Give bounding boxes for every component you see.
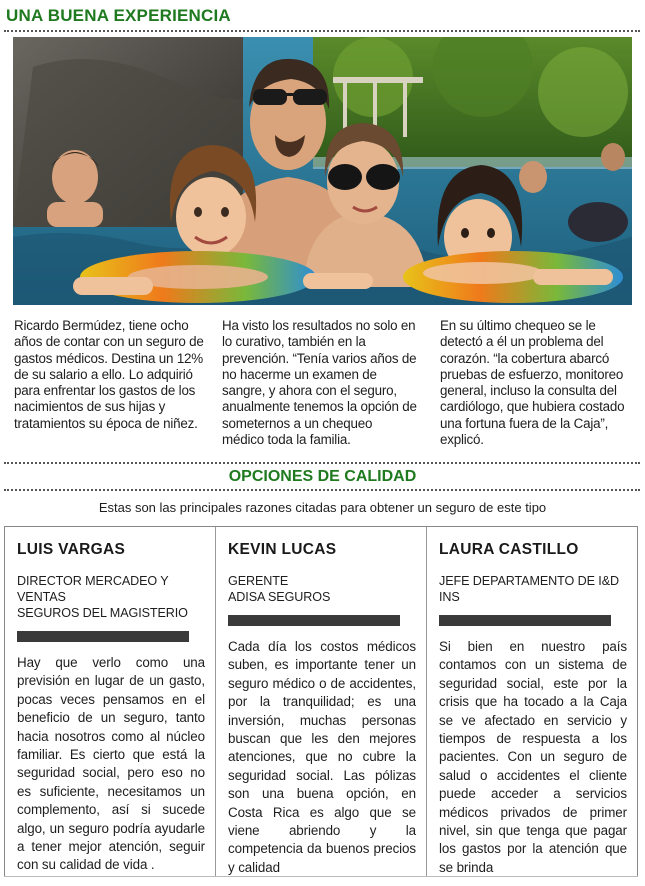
expert-separator-bar bbox=[439, 615, 611, 626]
expert-quote: Si bien en nuestro país contamos con un sistema de seguridad social, este por la crisis que ha tocado a la Caja se ve afectado en servicio y tiempos de respuesta a los pacientes. Con un seguro de salud o accidentes el cliente puede acceder a servicios médicos privados de primer nivel, sin que tenga que pagar los gastos por la atención que se brinda bbox=[439, 639, 627, 875]
expert-role-company: INS bbox=[439, 590, 460, 604]
expert-role-title: JEFE DEPARTAMENTO DE I&D bbox=[439, 574, 620, 588]
section-title: OPCIONES DE CALIDAD bbox=[228, 468, 417, 485]
expert-quote: Cada día los costos médicos suben, es importante tener un seguro médico o de accidentes, por la tranquilidad; es una inversión, muchas personas buscan que les den mejores atenciones, que no cubre la seguridad social. Las pólizas son una buena opción, en Costa Rica es algo que se viene abriendo y la competencia da buenos precios y calidad bbox=[228, 639, 416, 875]
expert-quote: Hay que verlo como una previsión en lugar de un gasto, pocas veces pensamos en el beneficio de un seguro, tanto hacia nosotros como al núcleo familiar. Es cierto que está la seguridad social, pero eso no es suficiente, necesitamos un complemento, así si sucede algo, un seguro podría ayudarle a tener mejor atención, seguir con su calidad de vida . bbox=[17, 655, 205, 873]
section-divider-top bbox=[4, 462, 640, 464]
section-intro: Estas son las principales razones citadas para obtener un seguro de este tipo bbox=[98, 500, 547, 515]
story-paragraph: Ha visto los resultados no solo en lo curativo, también en la prevención. “Tenía varios años de no hacerme un examen de sangre, y ahora con el seguro, anualmente tenemos la opción de someternos a un chequeo médico toda la familia. bbox=[222, 318, 417, 448]
expert-role-company: ADISA SEGUROS bbox=[228, 590, 331, 604]
expert-role bbox=[228, 573, 416, 605]
family-pool-photo bbox=[13, 37, 632, 305]
article-title: UNA BUENA EXPERIENCIA bbox=[6, 6, 231, 25]
article-header bbox=[4, 2, 640, 32]
story-column-1 bbox=[14, 318, 209, 432]
expert-role-company: SEGUROS DEL MAGISTERIO bbox=[17, 606, 188, 620]
columns-bottom-rule bbox=[4, 876, 638, 877]
expert-role bbox=[439, 573, 627, 605]
expert-name: LAURA CASTILLO bbox=[439, 541, 579, 558]
section-divider-bottom bbox=[4, 489, 640, 491]
story-paragraph: En su último chequeo se le detectó a él un problema del corazón. “la cobertura abarcó pruebas de esfuerzo, monitoreo general, incluso la consulta del cardiólogo, que hubiera costado una fortuna fuera de la Caja”, explicó. bbox=[440, 318, 625, 448]
expert-separator-bar bbox=[228, 615, 400, 626]
expert-separator-bar bbox=[17, 631, 189, 642]
expert-name: LUIS VARGAS bbox=[17, 541, 126, 558]
expert-column-laura-castillo bbox=[426, 527, 637, 877]
story-paragraph: Ricardo Bermúdez, tiene ocho años de contar con un seguro de gastos médicos. Destina un 12% de su salario a ello. Lo adquirió para enfrentar los gastos de los nacimientos de sus hijas y tratamientos su época de niñez. bbox=[14, 318, 204, 431]
expert-name: KEVIN LUCAS bbox=[228, 541, 337, 558]
expert-role-title: DIRECTOR MERCADEO Y VENTAS bbox=[17, 574, 169, 604]
expert-role bbox=[17, 573, 205, 621]
story-column-3 bbox=[440, 318, 635, 448]
expert-column-luis-vargas bbox=[5, 527, 215, 877]
expert-column-kevin-lucas bbox=[215, 527, 426, 877]
expert-role-title: GERENTE bbox=[228, 574, 289, 588]
expert-columns bbox=[4, 526, 638, 877]
story-column-2 bbox=[222, 318, 417, 448]
